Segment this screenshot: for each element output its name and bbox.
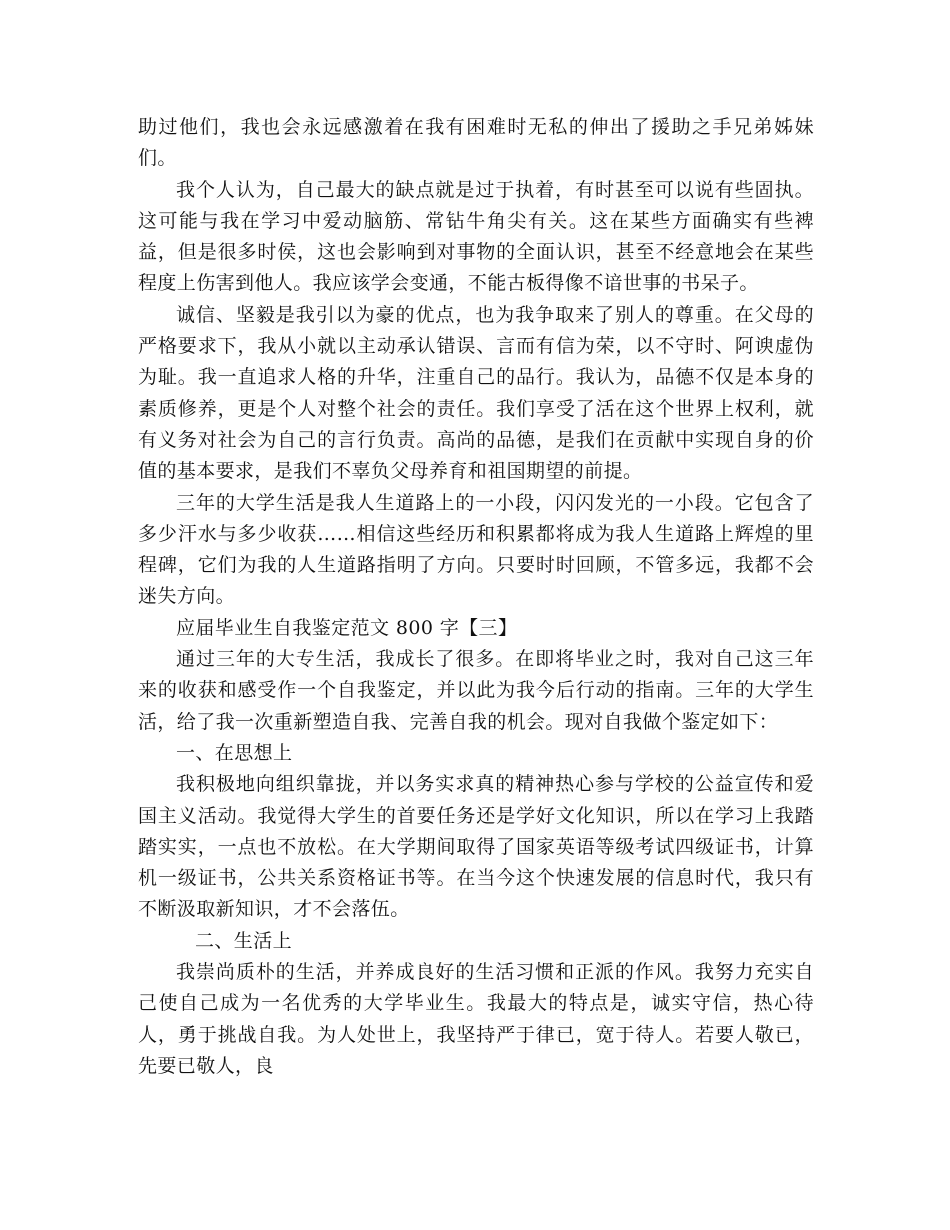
paragraph-summary: 三年的大学生活是我人生道路上的一小段，闪闪发光的一小段。它包含了多少汗水与多少收获……相信这些经历和积累都将成为我人生道路上辉煌的里程碑，它们为我的人生道路指明了方向。只要时时回顾，不管多远，我都不会迷失方向。 [138,491,814,608]
paragraph-thought: 我积极地向组织靠拢，并以务实求真的精神热心参与学校的公益宣传和爱国主义活动。我觉得大学生的首要任务还是学好文化知识，所以在学习上我踏踏实实，一点也不放松。在大学期间取得了国家英语等级考试四级证书，计算机一级证书，公共关系资格证书等。在当今这个快速发展的信息时代，我只有不断汲取新知识，才不会落伍。 [138,773,814,921]
heading-thought: 一、在思想上 [176,741,293,764]
paragraph-shortcoming: 我个人认为，自己最大的缺点就是过于执着，有时甚至可以说有些固执。这可能与我在学习中爱动脑筋、常钻牛角尖有关。这在某些方面确实有些裨益，但是很多时侯，这也会影响到对事物的全面认识，甚至不经意地会在某些程度上伤害到他人。我应该学会变通，不能古板得像不谙世事的书呆子。 [138,178,814,295]
section-title-three: 应届毕业生自我鉴定范文 800 字【三】 [176,616,518,639]
document-body [138,112,814,1082]
paragraph-intro: 通过三年的大专生活，我成长了很多。在即将毕业之时，我对自己这三年来的收获和感受作一个自我鉴定，并以此为我今后行动的指南。三年的大学生活，给了我一次重新塑造自我、完善自我的机会。现对自我做个鉴定如下： [138,648,814,733]
heading-life: 二、生活上 [195,929,293,952]
paragraph-continuation: 助过他们，我也会永远感激着在我有困难时无私的伸出了援助之手兄弟姊妹们。 [138,116,814,170]
paragraph-strengths: 诚信、坚毅是我引以为豪的优点，也为我争取来了别人的尊重。在父母的严格要求下，我从小就以主动承认错误、言而有信为荣，以不守时、阿谀虚伪为耻。我一直追求人格的升华，注重自己的品行。我认为，品德不仅是本身的素质修养，更是个人对整个社会的责任。我们享受了活在这个世界上权利，就有义务对社会为自己的言行负责。高尚的品德，是我们在贡献中实现自身的价值的基本要求，是我们不辜负父母养育和祖国期望的前提。 [138,303,814,483]
paragraph-life: 我崇尚质朴的生活，并养成良好的生活习惯和正派的作风。我努力充实自己使自己成为一名优秀的大学毕业生。我最大的特点是，诚实守信，热心待人，勇于挑战自我。为人处世上，我坚持严于律已，宽于待人。若要人敬已，先要已敬人，良 [138,961,814,1077]
